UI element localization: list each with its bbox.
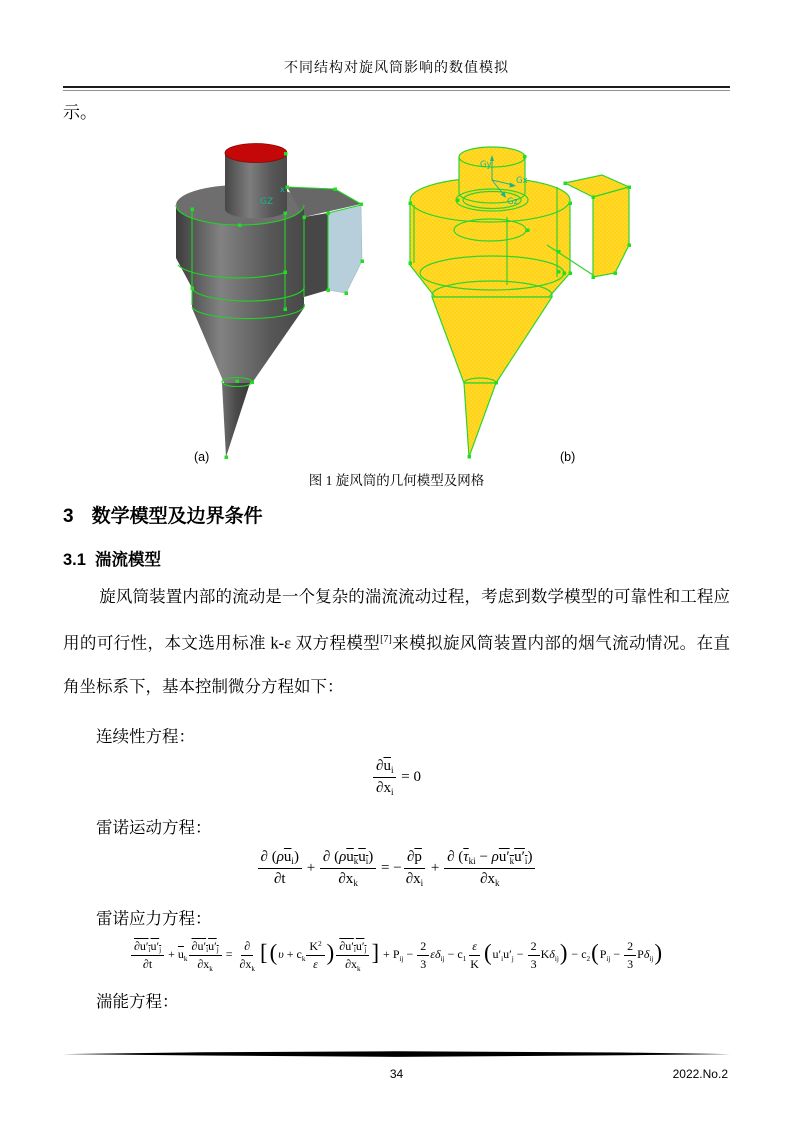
page-footer bbox=[63, 1045, 730, 1083]
figure-caption: 图 1 旋风筒的几何模型及网格 bbox=[308, 473, 485, 488]
mesh-cone bbox=[432, 297, 552, 457]
subsection-title: 湍流模型 bbox=[94, 551, 161, 569]
running-header-title: 不同结构对旋风筒影响的数值模拟 bbox=[284, 61, 509, 76]
gas-outlet-ellipse bbox=[225, 144, 287, 163]
body-paragraph bbox=[63, 575, 730, 708]
inlet-duct bbox=[304, 205, 362, 297]
mesh-inlet-duct bbox=[565, 175, 629, 277]
header-rule bbox=[63, 86, 730, 91]
continuity-equation: $\frac{\partial\overline{u}_i}{\partial x_i}$ = 0 bbox=[372, 769, 421, 785]
vortex-finder bbox=[225, 144, 287, 219]
axis-gy-label: Gy bbox=[479, 160, 492, 170]
section-heading bbox=[63, 501, 730, 528]
figure-b-mesh-model bbox=[397, 125, 647, 465]
paragraph-text-after-ref: 来模拟旋风筒装置内部的烟气流动情况。在直角坐标系下，基本控制微分方程如下： bbox=[63, 633, 730, 696]
reynolds-stress-equation: $\frac{\partial u'_iu'_j}{\partial t}$ + $\overline{u}_k$ $\frac{\partial u'_iu'_j}{\partial x_k}$ = $\frac{\partial}{\partial x_k}$ [($\upsilon + c_k$ $\frac{K^2}{\varepsilon}$ ) $\frac{\partial u'_iu'_j}{\partial x_k}$ ] + $P_{ij}$ − $\frac{2}{3}$ $\varepsilon\delta_{ij} - c_1$ $\frac{\varepsilon}{K}$ ($u'_iu'_j$ − $\frac{2}{3}$ $K\delta_{ij}) - c_2(P_{ij}$ − $\frac{2}{3}$ $P\delta_{ij}$) bbox=[130, 947, 663, 961]
paragraph-text-before-ref: 旋风筒装置内部的流动是一个复杂的湍流流动过程，考虑到数学模型的可靠性和工程应用的可行性，本文选用标准 k-ε 双方程模型 bbox=[63, 587, 730, 653]
axis-gx-label: Gx bbox=[515, 176, 528, 186]
figure-b-label: (b) bbox=[559, 450, 575, 464]
dust-outlet-cone bbox=[222, 383, 250, 457]
citation-marker: [7] bbox=[380, 634, 392, 645]
intro-text: 示。 bbox=[63, 103, 97, 122]
axis-gz-label: GZ bbox=[259, 197, 273, 207]
section-number: 3 bbox=[63, 506, 74, 527]
figure-a-geometry-model bbox=[147, 125, 397, 465]
continuity-equation-label: 连续性方程： bbox=[96, 726, 195, 746]
axis-gz-label: Gz bbox=[506, 197, 518, 207]
subsection-number: 3.1 bbox=[63, 551, 86, 569]
page-number: 34 bbox=[389, 1067, 404, 1081]
mesh-dust-outlet bbox=[464, 383, 496, 457]
reynolds-motion-equation: $\frac{\partial (\rho\overline{u}_i)}{\partial t}$ + $\frac{\partial (\rho u_ku_i)}{\partial x_k}$ = − $\frac{\partial\overline{p}}{\partial x_i}$ + $\frac{\partial (\overline{\tau}_{ki} - \rho u'_ku'_i)}{\partial x_k}$ bbox=[257, 860, 537, 876]
subsection-heading bbox=[63, 546, 730, 570]
axis-x-label: x bbox=[279, 185, 285, 194]
inlet-face bbox=[328, 205, 362, 293]
figure-1 bbox=[63, 125, 730, 465]
reynolds-motion-equation-label: 雷诺运动方程： bbox=[96, 817, 212, 837]
section-title: 数学模型及边界条件 bbox=[91, 506, 263, 527]
turbulence-energy-equation-label: 湍能方程： bbox=[96, 991, 179, 1011]
footer-rule bbox=[63, 1051, 730, 1058]
reynolds-stress-equation-label: 雷诺应力方程： bbox=[96, 908, 212, 928]
issue-number: 2022.No.2 bbox=[672, 1067, 728, 1081]
figure-a-label: (a) bbox=[193, 450, 209, 464]
